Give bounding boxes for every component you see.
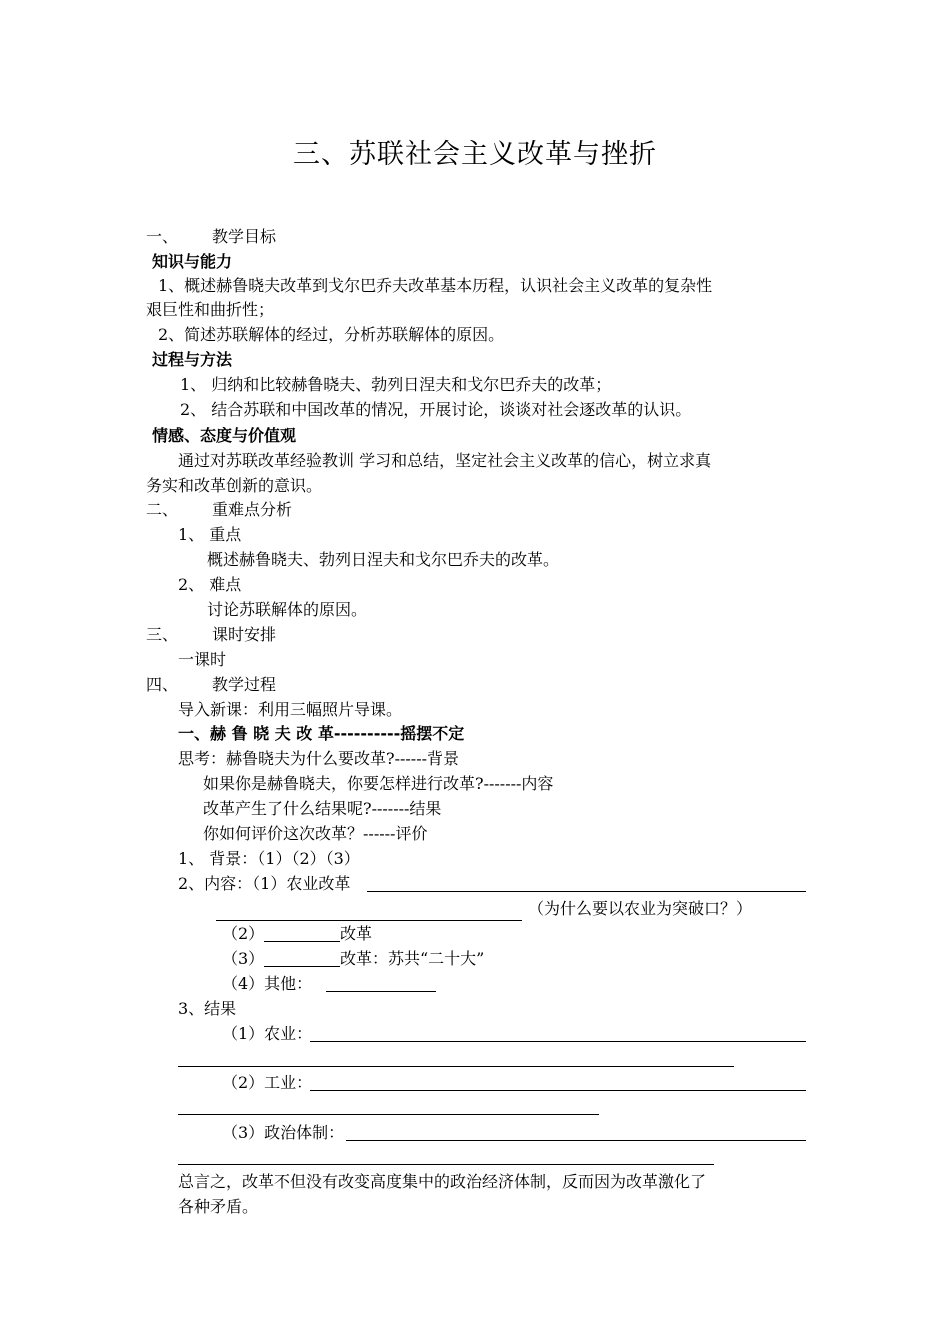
knowledge-item-1b: 艰巨性和曲折性； [146,300,275,319]
section-1-label: 教学目标 [212,227,277,246]
content-item-4-blank[interactable] [326,991,436,992]
knowledge-item-2: 2、简述苏联解体的经过，分析苏联解体的原因。 [158,325,505,344]
content-item-2-text: 改革 [340,924,373,943]
section-4-number: 四、 [146,675,179,694]
section-3-label: 课时安排 [212,625,277,644]
think-question-1: 思考：赫鲁晓夫为什么要改革?------背景 [178,749,460,768]
summary-text-b: 各种矛盾。 [178,1197,259,1216]
section-4-label: 教学过程 [212,675,277,694]
process-item-1: 1、 归纳和比较赫鲁晓夫、勃列日涅夫和戈尔巴乔夫的改革； [180,375,612,394]
background-item: 1、 背景：（1）（2）（3） [178,849,360,868]
class-hours: 一课时 [178,650,227,669]
why-agriculture-question: （为什么要以农业为突破口？） [528,899,753,918]
knowledge-heading: 知识与能力 [152,252,233,271]
why-agriculture-blank[interactable] [216,920,522,921]
section-2-label: 重难点分析 [212,500,293,519]
think-question-4: 你如何评价这次改革？------评价 [203,824,428,843]
emotion-text-a: 通过对苏联改革经验教训 学习和总结，坚定社会主义改革的信心，树立求真 [178,451,712,470]
section-1-number: 一、 [146,227,179,246]
hard-point-label: 2、 难点 [178,575,242,594]
result-label: 3、结果 [178,999,237,1018]
content-item-3-number: （3） [222,949,265,968]
result-agriculture-blank-2[interactable] [178,1066,734,1067]
content-item-2-number: （2） [222,924,265,943]
emotion-heading: 情感、态度与价值观 [152,426,297,445]
section-2-number: 二、 [146,500,179,519]
think-question-2: 如果你是赫鲁晓夫，你要怎样进行改革?-------内容 [203,774,554,793]
agriculture-reform-blank[interactable] [367,891,806,892]
result-industry-blank-1[interactable] [310,1090,806,1091]
result-agriculture-blank-1[interactable] [310,1041,806,1042]
result-politics-blank-1[interactable] [346,1140,806,1141]
content-item-3-text: 改革：苏共“二十大” [340,949,485,968]
page-title: 三、苏联社会主义改革与挫折 [293,139,657,170]
result-politics-label: （3）政治体制： [222,1123,345,1142]
hard-point-text: 讨论苏联解体的原因。 [207,600,368,619]
summary-text-a: 总言之，改革不但没有改变高度集中的政治经济体制，反而因为改革激化了 [178,1172,707,1191]
part-1-heading: 一、赫 鲁 晓 夫 改 革----------摇摆不定 [178,724,465,743]
process-heading: 过程与方法 [152,350,233,369]
section-3-number: 三、 [146,625,179,644]
key-point-text: 概述赫鲁晓夫、勃列日涅夫和戈尔巴乔夫的改革。 [207,550,560,569]
result-politics-blank-2[interactable] [178,1164,714,1165]
emotion-text-b: 务实和改革创新的意识。 [146,476,323,495]
key-point-label: 1、 重点 [178,525,242,544]
content-item-3-blank[interactable] [264,966,340,967]
result-industry-blank-2[interactable] [178,1114,599,1115]
think-question-3: 改革产生了什么结果呢?-------结果 [203,799,442,818]
intro-text: 导入新课：利用三幅照片导课。 [178,700,403,719]
process-item-2: 2、 结合苏联和中国改革的情况，开展讨论，谈谈对社会逐改革的认识。 [180,400,692,419]
knowledge-item-1a: 1、概述赫鲁晓夫改革到戈尔巴乔夫改革基本历程，认识社会主义改革的复杂性 [158,276,713,295]
result-industry-label: （2）工业： [222,1073,313,1092]
content-label: 2、内容：（1）农业改革 [178,874,351,893]
result-agriculture-label: （1）农业： [222,1024,313,1043]
content-item-4-text: （4）其他： [222,974,313,993]
content-item-2-blank[interactable] [264,941,340,942]
